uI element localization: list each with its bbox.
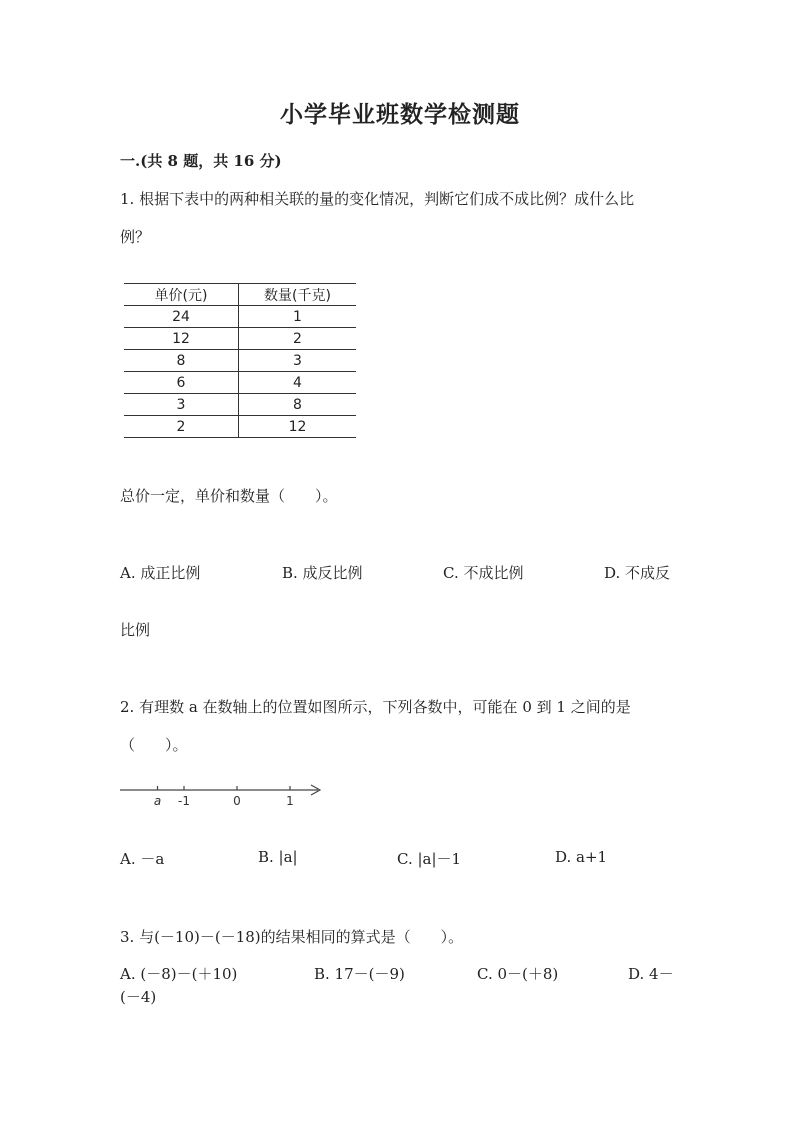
table-header-quantity: 数量(千克) <box>239 284 357 306</box>
q2-option-c[interactable]: C. |a|－1 <box>397 850 462 868</box>
q2-option-b[interactable]: B. |a| <box>258 848 298 866</box>
number-line-label: -1 <box>178 794 190 808</box>
q1-option-c[interactable]: C. 不成比例 <box>443 564 524 582</box>
page-title: 小学毕业班数学检测题 <box>280 101 520 128</box>
number-line <box>118 780 328 814</box>
table-cell: 3 <box>239 350 357 372</box>
q3-option-d[interactable]: D. 4－ <box>628 965 674 983</box>
q2-text-line2: （ ）。 <box>120 736 188 754</box>
table-cell: 8 <box>124 350 239 372</box>
table-row <box>124 372 356 394</box>
price-quantity-table <box>124 283 356 438</box>
q2-text-line1: 2. 有理数 a 在数轴上的位置如图所示，下列各数中，可能在 0 到 1 之间的是 <box>120 698 631 716</box>
q1-option-b[interactable]: B. 成反比例 <box>282 564 363 582</box>
q3-option-c[interactable]: C. 0－(＋8) <box>477 965 559 983</box>
table-cell: 24 <box>124 306 239 328</box>
q1-option-a[interactable]: A. 成正比例 <box>120 564 201 582</box>
q1-text-line1: 1. 根据下表中的两种相关联的量的变化情况，判断它们成不成比例？成什么比 <box>120 190 635 208</box>
table-cell: 3 <box>124 394 239 416</box>
table-row <box>124 394 356 416</box>
table-cell: 1 <box>239 306 357 328</box>
q3-option-d-wrap: (－4) <box>120 988 157 1006</box>
q2-option-a[interactable]: A. －a <box>120 850 165 868</box>
table-header-row <box>124 284 356 306</box>
q2-option-d[interactable]: D. a+1 <box>555 848 608 866</box>
table-row <box>124 350 356 372</box>
number-line-label: a <box>153 794 162 808</box>
table-cell: 12 <box>239 416 357 438</box>
table-cell: 12 <box>124 328 239 350</box>
table-cell: 2 <box>239 328 357 350</box>
q3-option-b[interactable]: B. 17－(－9) <box>314 965 405 983</box>
table-cell: 4 <box>239 372 357 394</box>
number-line-label: 1 <box>286 794 294 808</box>
table-row <box>124 416 356 438</box>
q3-text-line1: 3. 与(－10)－(－18)的结果相同的算式是（ ）。 <box>120 928 464 946</box>
table-cell: 2 <box>124 416 239 438</box>
table-row <box>124 328 356 350</box>
table-row <box>124 306 356 328</box>
q1-option-d-wrap: 比例 <box>120 621 151 639</box>
number-line-label: 0 <box>233 794 241 808</box>
table-header-price: 单价(元) <box>124 284 239 306</box>
q1-option-d[interactable]: D. 不成反 <box>604 564 671 582</box>
q1-prompt: 总价一定，单价和数量（ ）。 <box>120 487 338 505</box>
table-cell: 8 <box>239 394 357 416</box>
q3-option-a[interactable]: A. (－8)－(＋10) <box>120 965 238 983</box>
section-heading: 一.(共 8 题，共 16 分) <box>120 152 282 170</box>
q1-text-line2: 例？ <box>120 228 151 246</box>
table-cell: 6 <box>124 372 239 394</box>
